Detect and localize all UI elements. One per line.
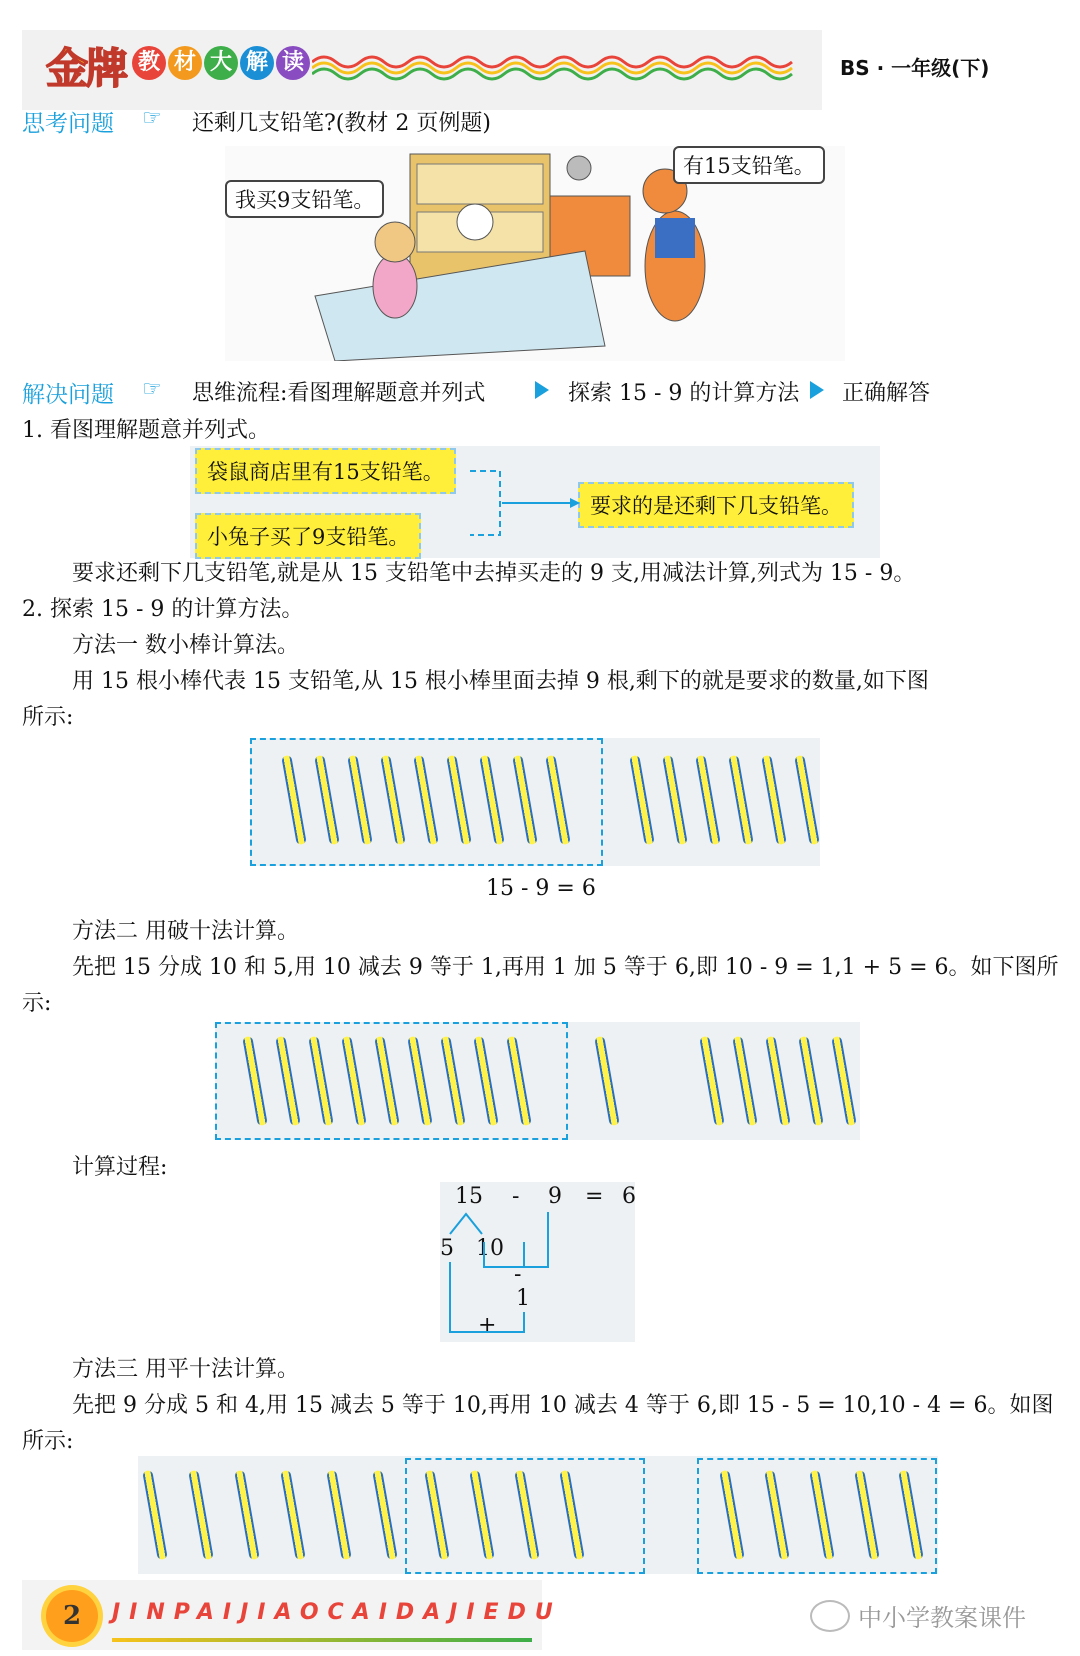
method3-title: 方法三 用平十法计算。 bbox=[72, 1357, 299, 1382]
question-box: 要求的是还剩下几支铅笔。 bbox=[578, 482, 854, 528]
method3-text-cont: 所示: bbox=[22, 1429, 74, 1454]
logo-char: 大 bbox=[204, 46, 238, 80]
method1-equation: 15 - 9 = 6 bbox=[486, 876, 596, 901]
calc-part-5: 5 bbox=[440, 1236, 454, 1261]
method1-text-cont: 所示: bbox=[22, 705, 74, 730]
logo-char: 材 bbox=[168, 46, 202, 80]
think-question: 还剩几支铅笔?(教材 2 页例题) bbox=[192, 111, 491, 136]
calc-minus: - bbox=[512, 1184, 520, 1209]
method2-title: 方法二 用破十法计算。 bbox=[72, 919, 299, 944]
calc-minuend: 15 bbox=[455, 1184, 483, 1209]
calc-part-10: 10 bbox=[476, 1236, 504, 1261]
calc-intermediate: 1 bbox=[516, 1286, 530, 1311]
chat-bubble-icon bbox=[810, 1600, 850, 1632]
calc-label: 计算过程: bbox=[72, 1155, 168, 1180]
flow-step-2: 探索 15 - 9 的计算方法 bbox=[568, 381, 800, 406]
calc-op-plus: + bbox=[478, 1313, 497, 1338]
step1-title: 1. 看图理解题意并列式。 bbox=[22, 418, 270, 443]
method2-text-cont: 示: bbox=[22, 991, 52, 1016]
flow-step-1: 思维流程:看图理解题意并列式 bbox=[192, 381, 486, 406]
flow-step-3: 正确解答 bbox=[842, 381, 931, 406]
calc-op-minus: - bbox=[514, 1262, 522, 1287]
solve-heading: 解决问题 bbox=[22, 382, 114, 408]
rainbow-wave bbox=[312, 52, 812, 82]
footer-pinyin: JINPAIJIAOCAIDAJIEDU bbox=[112, 1600, 562, 1625]
method1-title: 方法一 数小棒计算法。 bbox=[72, 633, 299, 658]
pointing-hand-icon: ☞ bbox=[142, 106, 162, 131]
calc-result: 6 bbox=[622, 1184, 636, 1209]
watermark-text: 中小学教案课件 bbox=[858, 1604, 1026, 1632]
method2-text: 先把 15 分成 10 和 5,用 10 减去 9 等于 1,再用 1 加 5 等于 6,即 10 - 9 = 1,1 + 5 = 6。如下图所 bbox=[72, 955, 1059, 980]
step2-title: 2. 探索 15 - 9 的计算方法。 bbox=[22, 597, 304, 622]
pointing-hand-icon: ☞ bbox=[142, 377, 162, 402]
header-banner bbox=[22, 30, 822, 110]
flow-arrow-icon bbox=[535, 381, 549, 399]
flow-arrow-icon bbox=[810, 381, 824, 399]
connector-lines bbox=[470, 465, 580, 545]
think-heading: 思考问题 bbox=[22, 111, 114, 137]
page-number: 2 bbox=[46, 1590, 98, 1642]
calc-subtrahend: 9 bbox=[548, 1184, 562, 1209]
logo-char: 教 bbox=[132, 46, 166, 80]
method1-text: 用 15 根小棒代表 15 支铅笔,从 15 根小棒里面去掉 9 根,剩下的就是要求的数量,如下图 bbox=[72, 669, 929, 694]
logo-main: 金牌 bbox=[46, 44, 127, 93]
calc-equals: = bbox=[585, 1184, 604, 1209]
story-illustration bbox=[225, 146, 845, 361]
rabbit-speech-bubble: 我买9支铅笔。 bbox=[225, 180, 384, 218]
kangaroo-speech-bubble: 有15支铅笔。 bbox=[673, 146, 825, 184]
grade-label: BS · 一年级(下) bbox=[840, 56, 990, 80]
fact-box-2: 小兔子买了9支铅笔。 bbox=[195, 513, 421, 559]
logo-char: 读 bbox=[276, 46, 310, 80]
footer-rule bbox=[112, 1638, 532, 1642]
step1-explanation: 要求还剩下几支铅笔,就是从 15 支铅笔中去掉买走的 9 支,用减法计算,列式为 15 - 9。 bbox=[72, 561, 916, 586]
logo-char: 解 bbox=[240, 46, 274, 80]
calc-branch-lines bbox=[440, 1182, 635, 1342]
method3-text: 先把 9 分成 5 和 4,用 15 减去 5 等于 10,再用 10 减去 4 等于 6,即 15 - 5 = 10,10 - 4 = 6。如图 bbox=[72, 1393, 1054, 1418]
fact-box-1: 袋鼠商店里有15支铅笔。 bbox=[195, 448, 456, 494]
